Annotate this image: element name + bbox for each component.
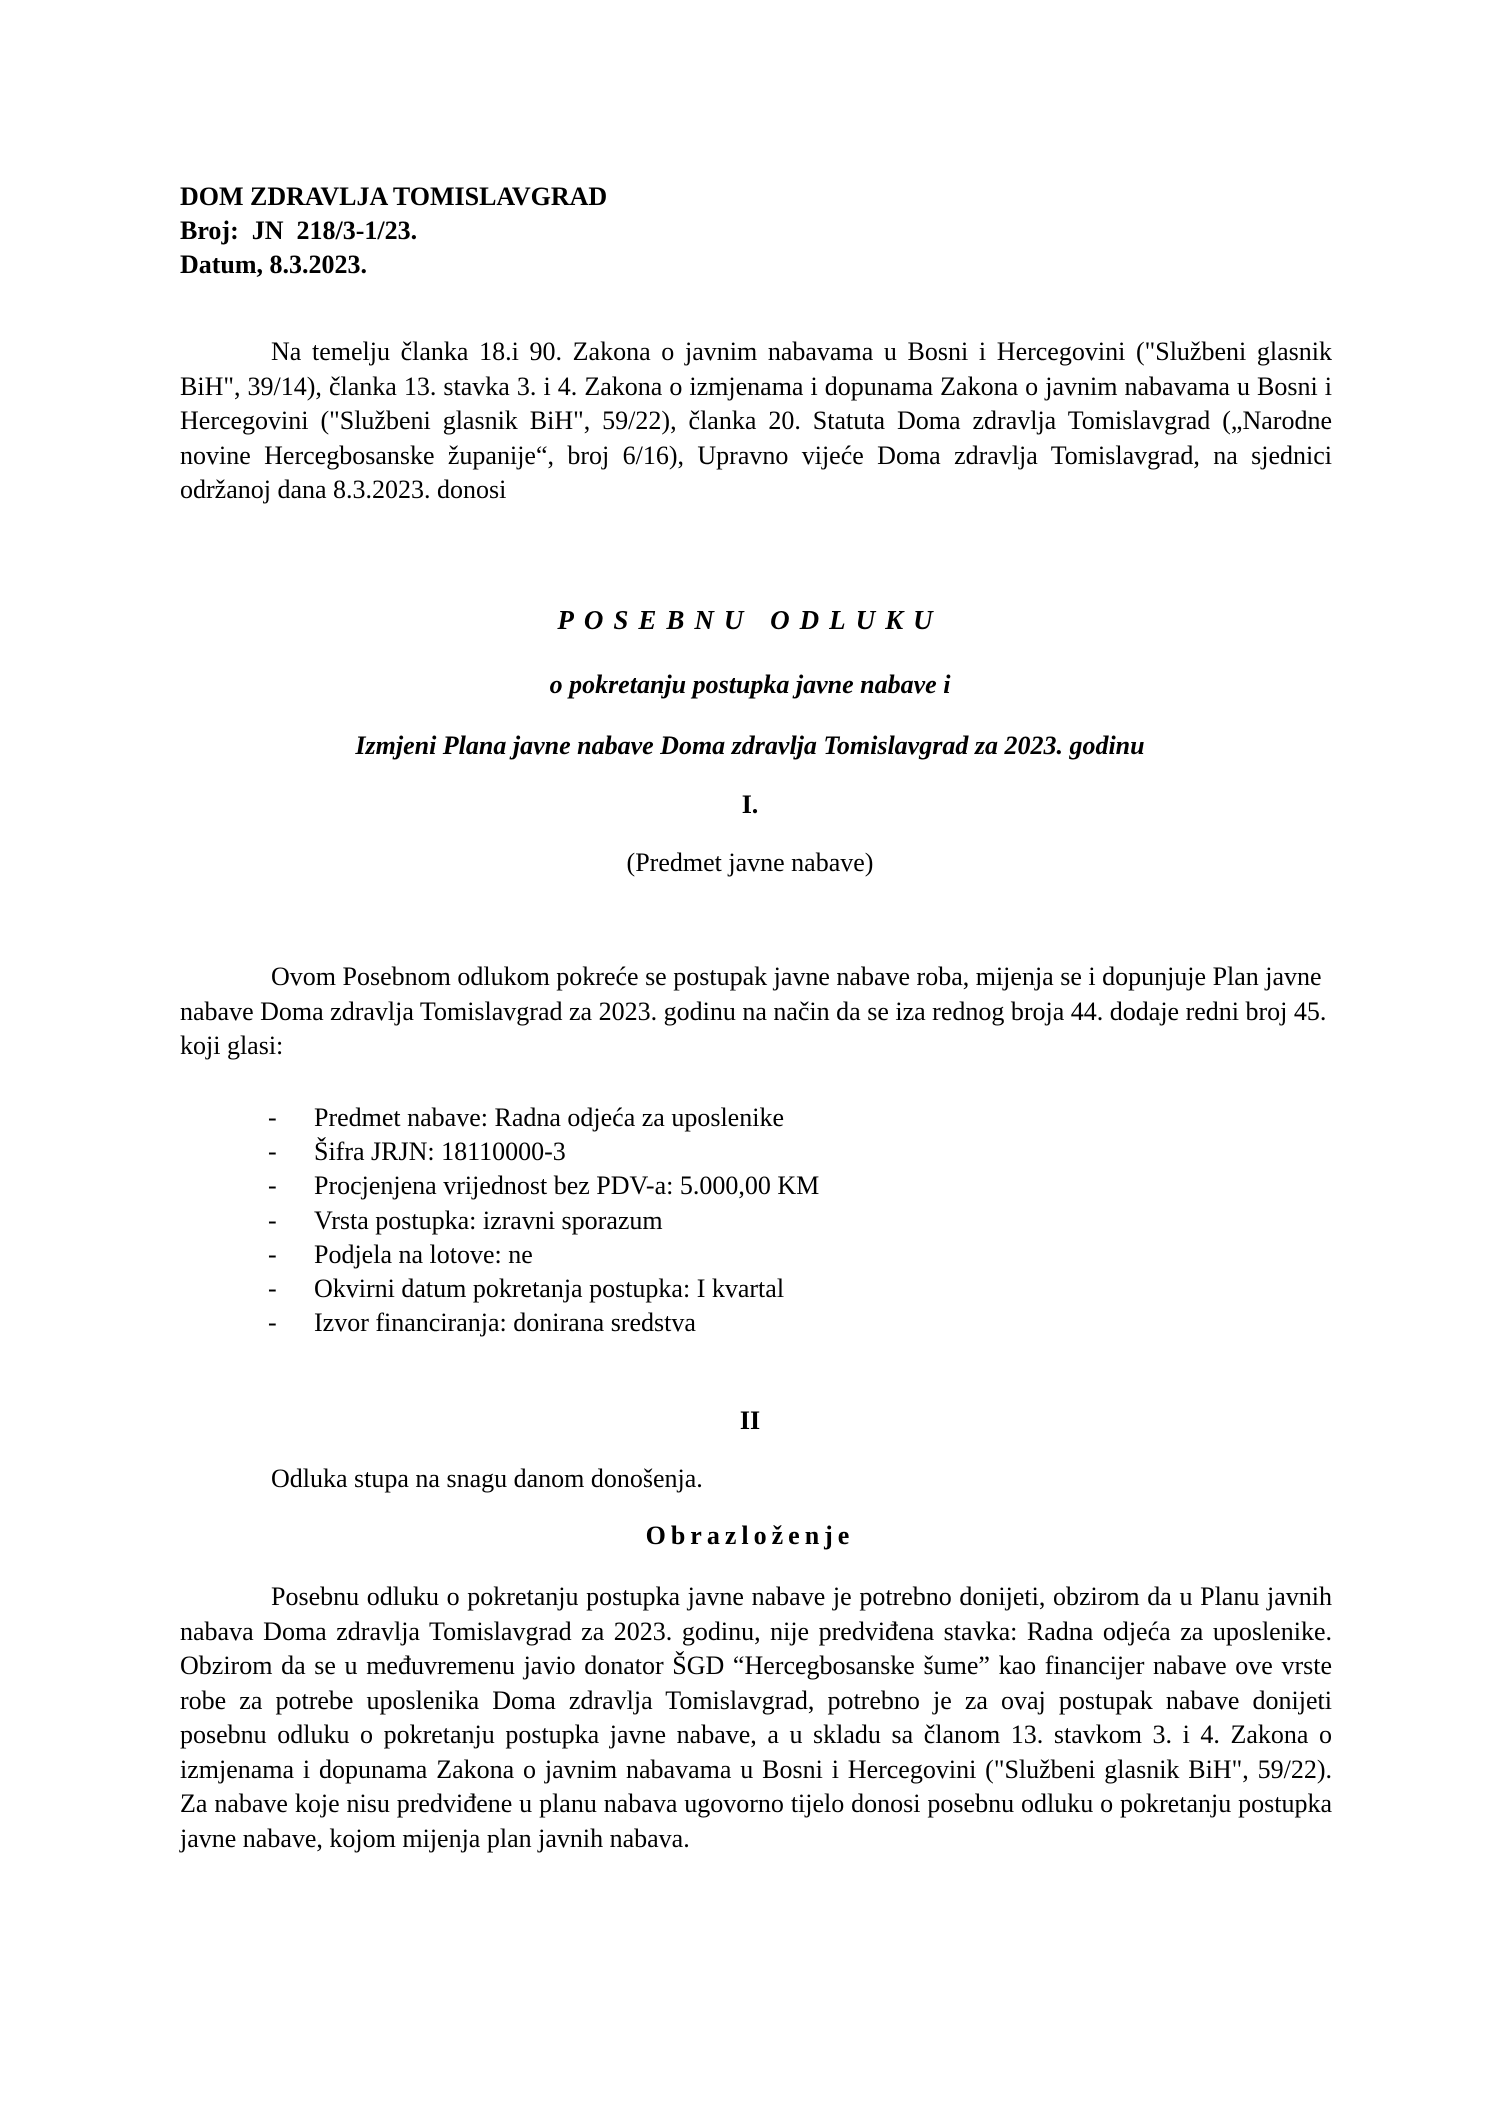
dash-bullet: -: [268, 1239, 277, 1269]
dash-bullet: -: [268, 1103, 277, 1132]
section-1-paragraph: Ovom Posebnom odlukom pokreće se postupak javne nabave roba, mijenja se i dopunjuje Plan javne nabave Doma zdravlja Tomislavgrad za 2023. godinu na način da se iza rednog broja 44. dodaje redni broj 45. koji glasi:: [180, 962, 1327, 1060]
section-1-heading: (Predmet javne nabave): [626, 848, 874, 877]
section-2-text: Odluka stupa na snagu danom donošenja.: [271, 1464, 703, 1493]
list-item: - Podjela na lotove: ne: [268, 1238, 819, 1272]
dash-bullet: -: [268, 1308, 277, 1338]
decision-title: POSEBNU ODLUKU: [557, 605, 943, 635]
list-item: - Izvor financiranja: donirana sredstva: [268, 1306, 819, 1340]
procurement-details-list: [268, 1101, 819, 1340]
institution-name: DOM ZDRAVLJA TOMISLAVGRAD: [180, 182, 608, 211]
list-item: - Predmet nabave: Radna odjeća za uposlenike: [268, 1101, 819, 1135]
dash-bullet: -: [268, 1171, 277, 1201]
decision-subtitle-1: o pokretanju postupka javne nabave i: [549, 670, 951, 699]
document-header: [180, 180, 607, 282]
list-item: - Procjenjena vrijednost bez PDV-a: 5.000,00 KM: [268, 1169, 819, 1203]
list-item: - Vrsta postupka: izravni sporazum: [268, 1204, 819, 1238]
dash-bullet: -: [268, 1274, 277, 1304]
section-2-numeral: II: [739, 1406, 761, 1435]
explanation-paragraph: Posebnu odluku o pokretanju postupka javne nabave je potrebno donijeti, obzirom da u Planu javnih nabava Doma zdravlja Tomislavgrad za 2023. godinu, nije predviđena stavka: Radna odjeća za uposlenike. Obzirom da se u međuvremenu javio donator ŠGD “Hercegbosanske šume” kao financijer nabave ove vrste robe za potrebe uposlenika Doma zdravlja Tomislavgrad, potrebno je za ovaj postupak nabave donijeti posebnu odluku o pokretanju postupka javne nabave, a u skladu sa članom 13. stavkom 3. i 4. Zakona o izmjenama i dopunama Zakona o javnim nabavama u Bosni i Hercegovini ("Službeni glasnik BiH", 59/22). Za nabave koje nisu predviđene u planu nabava ugovorno tijelo donosi posebnu odluku o pokretanju postupka javne nabave, kojom mijenja plan javnih nabava.: [180, 1582, 1332, 1853]
decision-subtitle-2: Izmjeni Plana javne nabave Doma zdravlja Tomislavgrad za 2023. godinu: [355, 731, 1145, 760]
preamble-paragraph: Na temelju članka 18.i 90. Zakona o javnim nabavama u Bosni i Hercegovini ("Službeni glasnik BiH", 39/14), članka 13. stavka 3. i 4. Zakona o izmjenama i dopunama Zakona o javnim nabavama u Bosni i Hercegovini ("Službeni glasnik BiH", 59/22), članka 20. Statuta Doma zdravlja Tomislavgrad („Narodne novine Hercegbosanske županije“, broj 6/16), Upravno vijeće Doma zdravlja Tomislavgrad, na sjednici održanoj dana 8.3.2023. donosi: [180, 337, 1332, 504]
list-item: - Okvirni datum pokretanja postupka: I kvartal: [268, 1272, 819, 1306]
dash-bullet: -: [268, 1137, 277, 1167]
list-item: - Šifra JRJN: 18110000-3: [268, 1135, 819, 1169]
document-number: Broj: JN 218/3-1/23.: [180, 216, 418, 245]
dash-bullet: -: [268, 1205, 277, 1235]
document-date: Datum, 8.3.2023.: [180, 250, 368, 279]
explanation-heading: Obrazloženje: [645, 1521, 855, 1550]
section-1-numeral: I.: [741, 790, 759, 819]
